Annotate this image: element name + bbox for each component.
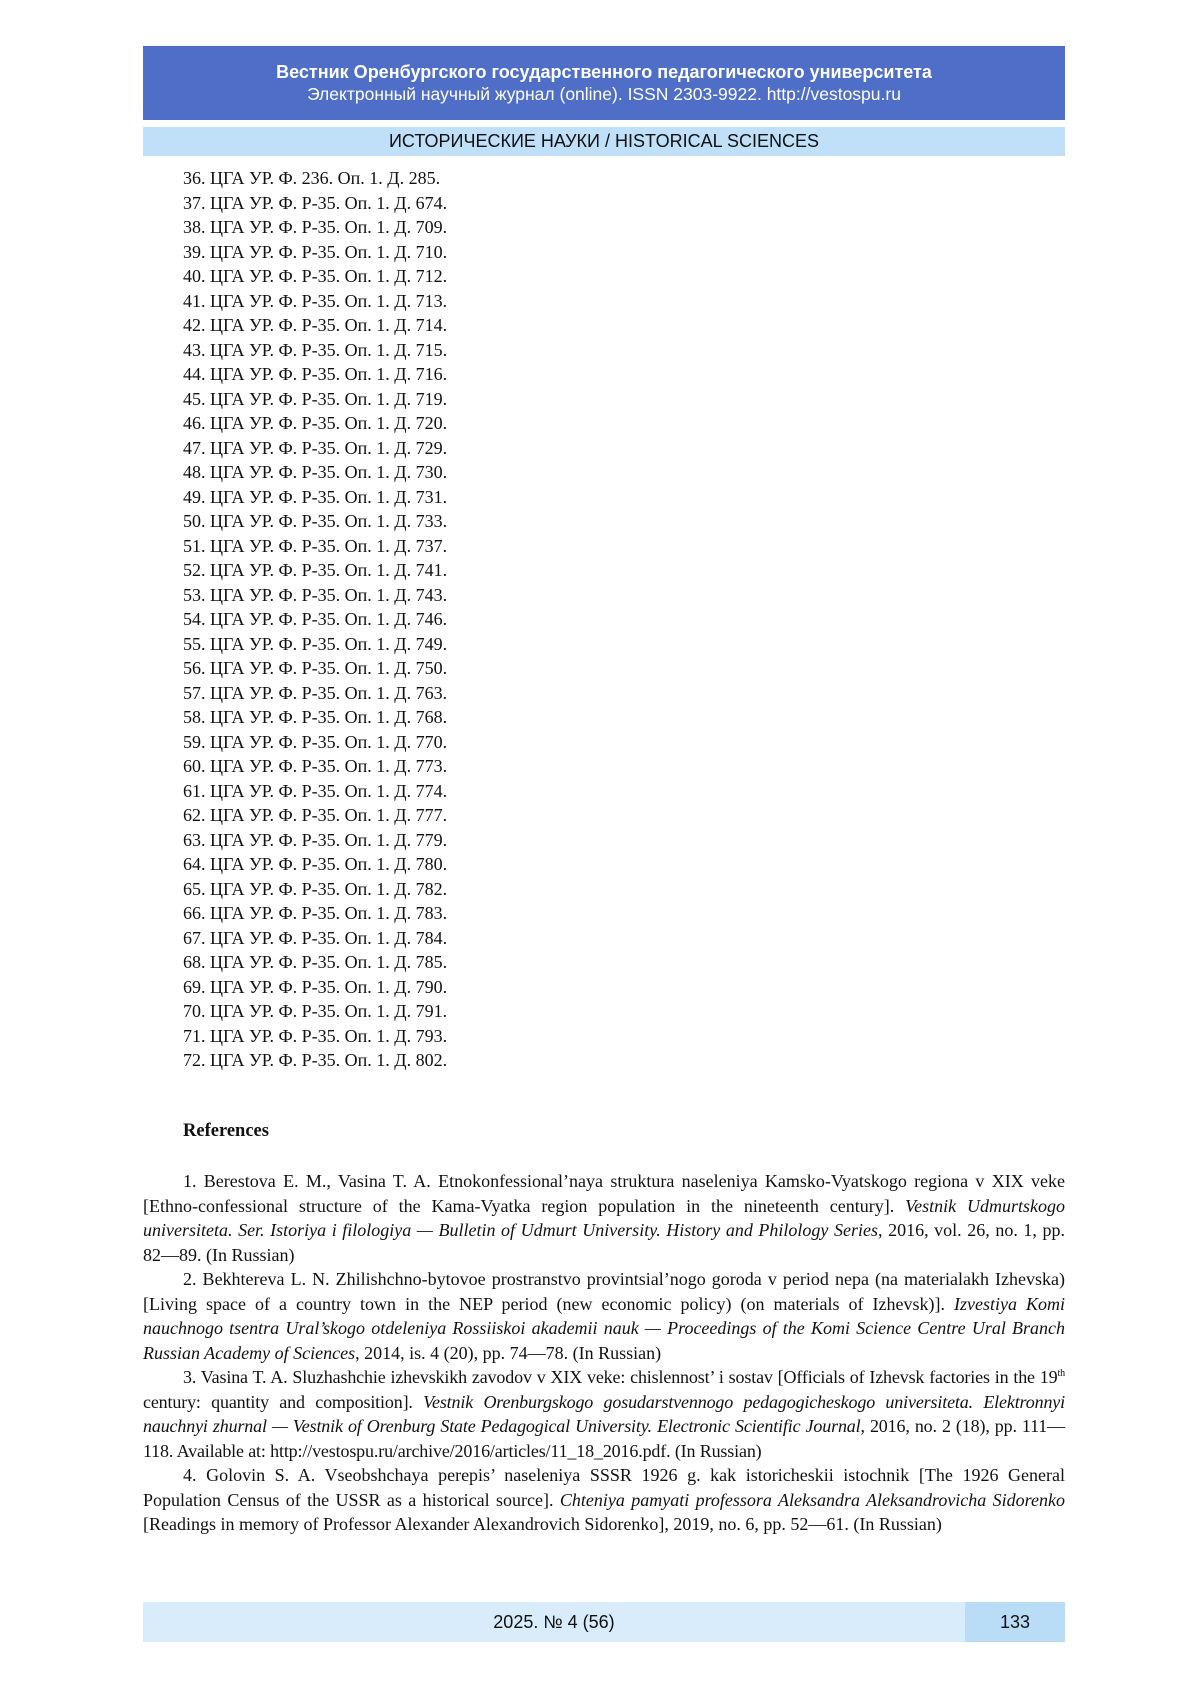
- reference-item: 3. Vasina T. A. Sluzhashchie izhevskikh zavodov v XIX veke: chislennost’ i sostav [Officials of Izhevsk factories in the 19th century: quantity and composition]. Vestnik Orenburgskogo gosudarstvennogo pedagogicheskogo universiteta. Elektronnyi nauchnyi zhurnal — Vestnik of Orenburg State Pedagogical University. Electronic Scientific Journal, 2016, no. 2 (18), pp. 111—118. Available at: http://vestospu.ru/archive/2016/articles/11_18_2016.pdf. (In Russian): [143, 1367, 1065, 1461]
- archive-list-item: 59. ЦГА УР. Ф. Р-35. Оп. 1. Д. 770.: [183, 731, 448, 752]
- archive-list-item: 58. ЦГА УР. Ф. Р-35. Оп. 1. Д. 768.: [183, 707, 448, 727]
- archive-list-item: 54. ЦГА УР. Ф. Р-35. Оп. 1. Д. 746.: [183, 609, 448, 629]
- archive-list-item: 52. ЦГА УР. Ф. Р-35. Оп. 1. Д. 741.: [183, 560, 448, 580]
- archive-list-item: 72. ЦГА УР. Ф. Р-35. Оп. 1. Д. 802.: [183, 1050, 448, 1070]
- archive-list-item: 50. ЦГА УР. Ф. Р-35. Оп. 1. Д. 733.: [183, 511, 448, 531]
- archive-list-item: 47. ЦГА УР. Ф. Р-35. Оп. 1. Д. 729.: [183, 437, 448, 458]
- archive-list-item: 57. ЦГА УР. Ф. Р-35. Оп. 1. Д. 763.: [183, 682, 448, 703]
- reference-item: 2. Bekhtereva L. N. Zhilishchno-bytovoe prostranstvo provintsial’nogo goroda v period nepa (na materialakh Izhevska) [Living space of a country town in the NEP period (new economic policy) (on materials of Izhevsk)]. Izvestiya Komi nauchnogo tsentra Ural’skogo otdeleniya Rossiiskoi akademii nauk — Proceedings of the Komi Science Centre Ural Branch Russian Academy of Sciences, 2014, is. 4 (20), pp. 74—78. (In Russian): [143, 1269, 1066, 1363]
- issue-footer: 2025. № 4 (56): [143, 1602, 965, 1642]
- archive-list-item: 46. ЦГА УР. Ф. Р-35. Оп. 1. Д. 720.: [183, 413, 448, 433]
- archive-list-item: 64. ЦГА УР. Ф. Р-35. Оп. 1. Д. 780.: [183, 854, 448, 874]
- archive-list-item: 55. ЦГА УР. Ф. Р-35. Оп. 1. Д. 749.: [183, 633, 448, 654]
- references-heading: References: [183, 1121, 269, 1141]
- archive-list-item: 38. ЦГА УР. Ф. Р-35. Оп. 1. Д. 709.: [183, 217, 448, 237]
- archive-list-item: 45. ЦГА УР. Ф. Р-35. Оп. 1. Д. 719.: [183, 388, 448, 409]
- archive-list-item: 56. ЦГА УР. Ф. Р-35. Оп. 1. Д. 750.: [183, 658, 448, 678]
- reference-item: 4. Golovin S. A. Vseobshchaya perepis’ naseleniya SSSR 1926 g. kak istoricheskii istochnik [The 1926 General Population Census of the USSR as a historical source]. Chteniya pamyati professora Aleksandra Aleksandrovicha Sidorenko [Readings in memory of Professor Alexander Alexandrovich Sidorenko], 2019, no. 6, pp. 52—61. (In Russian): [143, 1465, 1065, 1534]
- archive-list-item: 49. ЦГА УР. Ф. Р-35. Оп. 1. Д. 731.: [183, 486, 448, 507]
- archive-list-item: 40. ЦГА УР. Ф. Р-35. Оп. 1. Д. 712.: [183, 266, 448, 286]
- journal-subtitle: Электронный научный журнал (online). ISSN 2303-9922. http://vestospu.ru: [307, 84, 901, 104]
- archive-list-item: 67. ЦГА УР. Ф. Р-35. Оп. 1. Д. 784.: [183, 927, 448, 948]
- archive-list-item: 39. ЦГА УР. Ф. Р-35. Оп. 1. Д. 710.: [183, 241, 448, 262]
- archive-list-item: 42. ЦГА УР. Ф. Р-35. Оп. 1. Д. 714.: [183, 315, 448, 335]
- archive-list-item: 53. ЦГА УР. Ф. Р-35. Оп. 1. Д. 743.: [183, 584, 448, 605]
- archive-list-item: 44. ЦГА УР. Ф. Р-35. Оп. 1. Д. 716.: [183, 364, 448, 384]
- archive-list-item: 69. ЦГА УР. Ф. Р-35. Оп. 1. Д. 790.: [183, 976, 448, 997]
- archive-list-item: 41. ЦГА УР. Ф. Р-35. Оп. 1. Д. 713.: [183, 290, 448, 311]
- archive-list-item: 61. ЦГА УР. Ф. Р-35. Оп. 1. Д. 774.: [183, 780, 448, 801]
- archive-list-item: 66. ЦГА УР. Ф. Р-35. Оп. 1. Д. 783.: [183, 903, 448, 923]
- archive-list-item: 48. ЦГА УР. Ф. Р-35. Оп. 1. Д. 730.: [183, 462, 448, 482]
- archive-list-item: 37. ЦГА УР. Ф. Р-35. Оп. 1. Д. 674.: [183, 192, 448, 213]
- archive-source-list: [183, 166, 447, 1073]
- reference-item: 1. Berestova E. M., Vasina T. A. Etnokonfessional’naya struktura naseleniya Kamsko-Vyatskogo regiona v XIX veke [Ethno-confessional structure of the Kama-Vyatka region population in the nineteenth century]. Vestnik Udmurtskogo universiteta. Ser. Istoriya i filologiya — Bulletin of Udmurt University. History and Philology Series, 2016, vol. 26, no. 1, pp. 82—89. (In Russian): [143, 1171, 1066, 1265]
- archive-list-item: 36. ЦГА УР. Ф. 236. Оп. 1. Д. 285.: [183, 168, 441, 188]
- archive-list-item: 70. ЦГА УР. Ф. Р-35. Оп. 1. Д. 791.: [183, 1001, 448, 1021]
- section-title: ИСТОРИЧЕСКИЕ НАУКИ / HISTORICAL SCIENCES: [143, 127, 1065, 156]
- references-list: [143, 1169, 1065, 1537]
- archive-list-item: 60. ЦГА УР. Ф. Р-35. Оп. 1. Д. 773.: [183, 756, 448, 776]
- archive-list-item: 43. ЦГА УР. Ф. Р-35. Оп. 1. Д. 715.: [183, 339, 448, 360]
- journal-title: Вестник Оренбургского государственного педагогического университета: [276, 62, 932, 82]
- archive-list-item: 63. ЦГА УР. Ф. Р-35. Оп. 1. Д. 779.: [183, 829, 448, 850]
- page-number: 133: [965, 1602, 1065, 1642]
- archive-list-item: 71. ЦГА УР. Ф. Р-35. Оп. 1. Д. 793.: [183, 1025, 448, 1046]
- archive-list-item: 68. ЦГА УР. Ф. Р-35. Оп. 1. Д. 785.: [183, 952, 448, 972]
- archive-list-item: 62. ЦГА УР. Ф. Р-35. Оп. 1. Д. 777.: [183, 805, 448, 825]
- archive-list-item: 65. ЦГА УР. Ф. Р-35. Оп. 1. Д. 782.: [183, 878, 448, 899]
- archive-list-item: 51. ЦГА УР. Ф. Р-35. Оп. 1. Д. 737.: [183, 535, 448, 556]
- journal-header: [143, 46, 1065, 120]
